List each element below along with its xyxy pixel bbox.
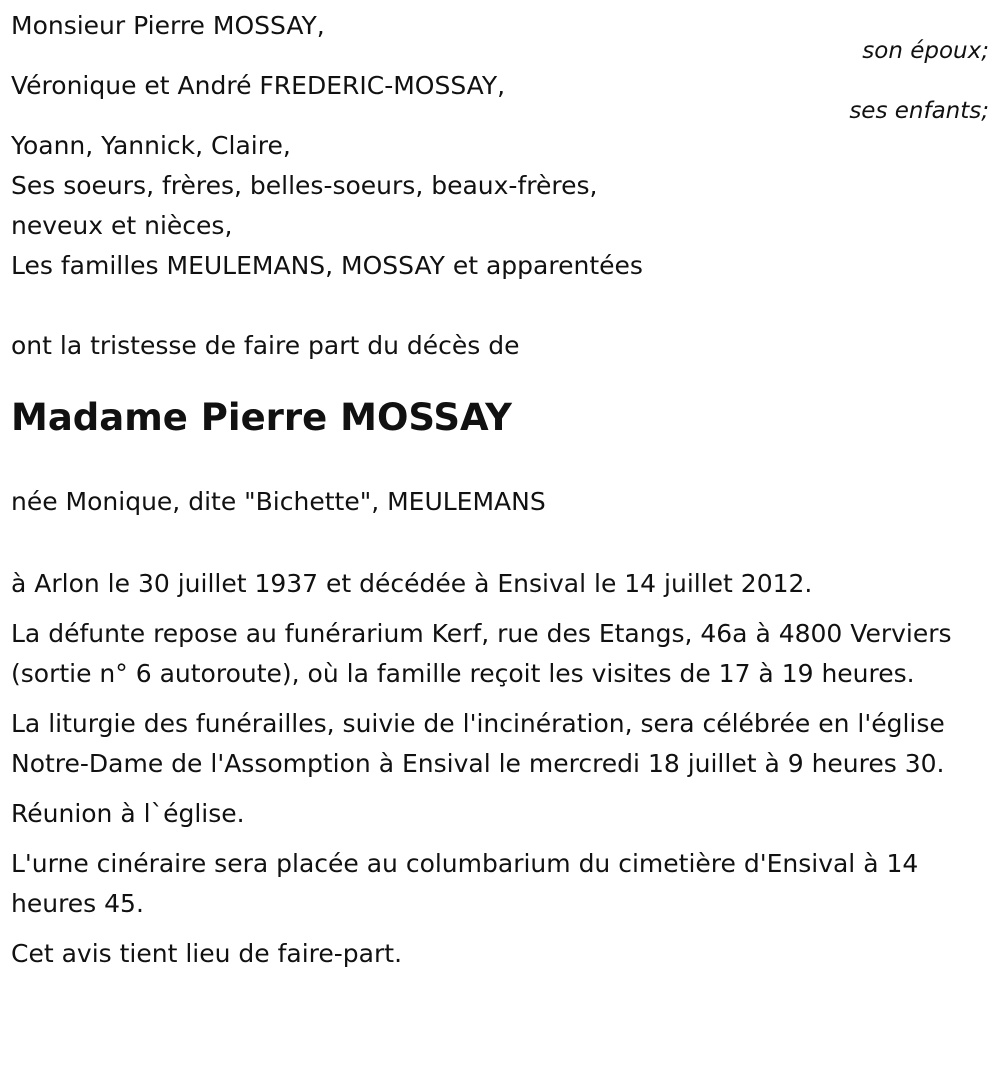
dates-paragraph: à Arlon le 30 juillet 1937 et décédée à Ensival le 14 juillet 2012. (11, 569, 813, 598)
viewing-paragraph: La défunte repose au funérarium Kerf, rue des Etangs, 46a à 4800 Verviers (sortie n° 6 autoroute), où la famille reçoit les visites de 17 à 19 heures. (11, 619, 952, 688)
family-line: Ses soeurs, frères, belles-soeurs, beaux-frères, (11, 171, 598, 200)
closing-paragraph: Cet avis tient lieu de faire-part. (11, 939, 403, 968)
spouse-role: son époux; (862, 38, 989, 64)
spouse-name: Monsieur Pierre MOSSAY, (11, 11, 325, 40)
urn-paragraph: L'urne cinéraire sera placée au columbarium du cimetière d'Ensival à 14 heures 45. (11, 849, 919, 918)
children-role: ses enfants; (849, 98, 989, 124)
family-line: neveux et nièces, (11, 211, 233, 240)
deceased-name: Madame Pierre MOSSAY (11, 396, 512, 439)
family-list (11, 126, 991, 286)
meeting-paragraph: Réunion à l`église. (11, 799, 245, 828)
obituary-notice (11, 6, 991, 974)
children-names: Véronique et André FREDERIC-MOSSAY, (11, 71, 506, 100)
liturgy-paragraph: La liturgie des funérailles, suivie de l'incinération, sera célébrée en l'église Notre-Dame de l'Assomption à Ensival le mercredi 18 juillet à 9 heures 30. (11, 709, 945, 778)
deceased-birth-name: née Monique, dite "Bichette", MEULEMANS (11, 487, 546, 516)
family-line: Yoann, Yannick, Claire, (11, 131, 291, 160)
announcement-text: ont la tristesse de faire part du décès de (11, 331, 520, 360)
family-line: Les familles MEULEMANS, MOSSAY et apparentées (11, 251, 643, 280)
